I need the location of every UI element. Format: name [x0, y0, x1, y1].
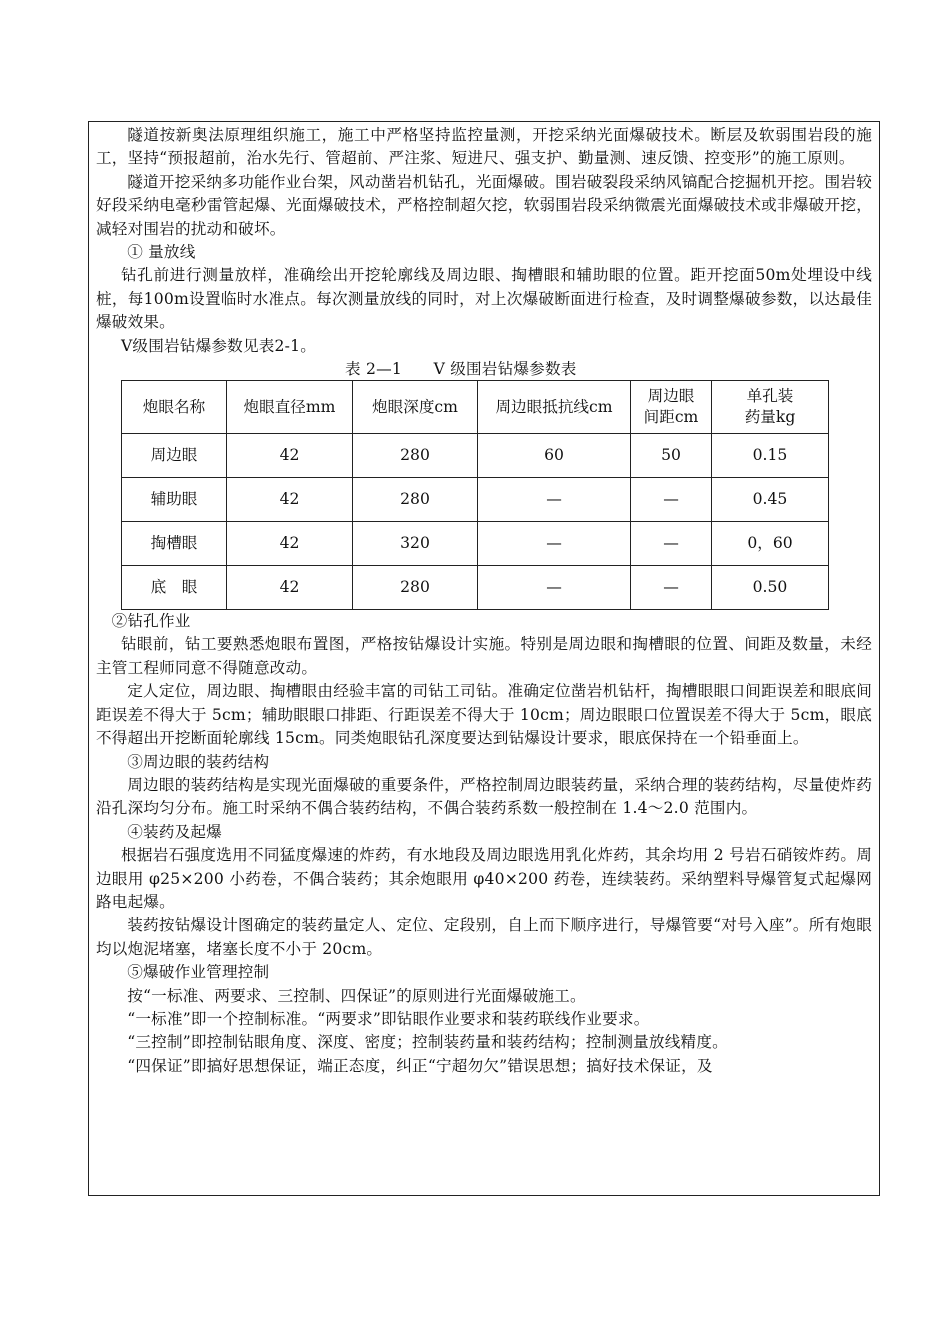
drilling-paragraph-1: 钻眼前，钻工要熟悉炮眼布置图，严格按钻爆设计实施。特别是周边眼和掏槽眼的位置、间距及数量，未经主管工程师同意不得随意改动。 — [96, 635, 872, 677]
table-cell: 280 — [353, 434, 478, 478]
table-cell: 周边眼 — [122, 434, 227, 478]
intro-paragraph-2: 隧道开挖采纳多功能作业台架，风动凿岩机钻孔，光面爆破。围岩破裂段采纳风镐配合挖掘机开挖。围岩较好段采纳电毫秒雷管起爆、光面爆破技术，严格控制超欠挖，软弱围岩段采纳微震光面爆破技术或非爆破开挖，减轻对围岩的扰动和破坏。 — [96, 172, 872, 238]
table-cell: — — [478, 478, 631, 522]
table-cell: 0.45 — [712, 478, 829, 522]
table-header-row — [122, 381, 829, 434]
table-cell: 42 — [227, 566, 353, 610]
table-cell: 0.15 — [712, 434, 829, 478]
table-cell: 掏槽眼 — [122, 522, 227, 566]
table-caption: 表 2—1 Ⅴ 级围岩钻爆参数表 — [345, 360, 577, 379]
table-cell: 0.50 — [712, 566, 829, 610]
header-cell: 周边眼抵抗线cm — [478, 381, 631, 434]
table-cell: 0，60 — [712, 522, 829, 566]
table-cell: 42 — [227, 478, 353, 522]
header-cell: 炮眼直径mm — [227, 381, 353, 434]
table-cell: — — [631, 522, 712, 566]
table-cell: — — [478, 522, 631, 566]
table-cell: 50 — [631, 434, 712, 478]
management-paragraph-2: “一标准”即一个控制标准。“两要求”即钻眼作业要求和装药联线作业要求。 — [127, 1009, 650, 1028]
table-cell: 底 眼 — [122, 566, 227, 610]
charge-structure-paragraph: 周边眼的装药结构是实现光面爆破的重要条件，严格控制周边眼装药量，采纳合理的装药结构，尽量使炸药沿孔深均匀分布。施工时采纳不偶合装药结构，不偶合装药系数一般控制在 1.4～2.0 范围内。 — [96, 775, 872, 818]
charging-paragraph-2: 装药按钻爆设计图确定的装药量定人、定位、定段别，自上而下顺序进行，导爆管要“对号入座”。所有炮眼均以炮泥堵塞，堵塞长度不小于 20cm。 — [96, 916, 872, 958]
header-cell: 炮眼名称 — [122, 381, 227, 434]
section-heading-survey: ① 量放线 — [127, 243, 196, 262]
table-cell: 42 — [227, 434, 353, 478]
section-heading-management: ⑤爆破作业管理控制 — [127, 963, 270, 982]
table-cell: 280 — [353, 478, 478, 522]
drilling-parameter-table — [121, 380, 829, 610]
document-body — [89, 122, 879, 1078]
table-cell: 280 — [353, 566, 478, 610]
management-paragraph-1: 按“一标准、两要求、三控制、四保证”的原则进行光面爆破施工。 — [127, 986, 586, 1005]
header-cell: 周边眼 间距cm — [631, 381, 712, 434]
table-cell: 辅助眼 — [122, 478, 227, 522]
table-cell: — — [631, 566, 712, 610]
section-heading-charging-detonation: ④装药及起爆 — [127, 822, 222, 841]
charging-paragraph-1: 根据岩石强度选用不同猛度爆速的炸药，有水地段及周边眼选用乳化炸药，其余均用 2 号岩石硝铵炸药。周边眼用 φ25×200 小药卷，不偶合装药；其余炮眼用 φ40×200 药卷，连续装药。采纳塑料导爆管复式起爆网路电起爆。 — [96, 846, 872, 911]
document-frame — [88, 121, 880, 1196]
table-row — [122, 522, 829, 566]
table-reference: Ⅴ级围岩钻爆参数见表2-1。 — [120, 336, 317, 355]
table-row — [122, 434, 829, 478]
table-cell: 320 — [353, 522, 478, 566]
header-cell: 单孔装 药量kg — [712, 381, 829, 434]
table-cell: 42 — [227, 522, 353, 566]
table-row — [122, 566, 829, 610]
intro-paragraph-1: 隧道按新奥法原理组织施工，施工中严格坚持监控量测，开挖采纳光面爆破技术。断层及软弱围岩段的施工，坚持“预报超前，治水先行、管超前、严注浆、短进尺、强支护、勤量测、速反馈、控变形”的施工原则。 — [96, 126, 872, 168]
table-cell: — — [631, 478, 712, 522]
header-cell: 炮眼深度cm — [353, 381, 478, 434]
survey-paragraph: 钻孔前进行测量放样，准确绘出开挖轮廓线及周边眼、掏槽眼和辅助眼的位置。距开挖面50m处埋设中线桩，每100m设置临时水准点。每次测量放线的同时，对上次爆破断面进行检查，及时调整爆破参数，以达最佳爆破效果。 — [96, 266, 872, 332]
table-row — [122, 478, 829, 522]
drilling-paragraph-2: 定人定位，周边眼、掏槽眼由经验丰富的司钻工司钻。准确定位凿岩机钻杆，掏槽眼眼口间距误差和眼底间距误差不得大于 5cm；辅助眼眼口排距、行距误差不得大于 10cm；周边眼眼口位置误差不得大于 5cm，眼底不得超出开挖断面轮廓线 15cm。同类炮眼钻孔深度要达到钻爆设计要求，眼底保持在一个铅垂面上。 — [96, 682, 872, 748]
table-cell: 60 — [478, 434, 631, 478]
section-heading-drilling: ②钻孔作业 — [111, 612, 191, 631]
section-heading-charge-structure: ③周边眼的装药结构 — [127, 752, 270, 771]
table-cell: — — [478, 566, 631, 610]
management-paragraph-3: “三控制”即控制钻眼角度、深度、密度；控制装药量和装药结构；控制测量放线精度。 — [127, 1033, 728, 1052]
management-paragraph-4: “四保证”即搞好思想保证，端正态度，纠正“宁超勿欠”错误思想；搞好技术保证，及 — [127, 1056, 713, 1075]
